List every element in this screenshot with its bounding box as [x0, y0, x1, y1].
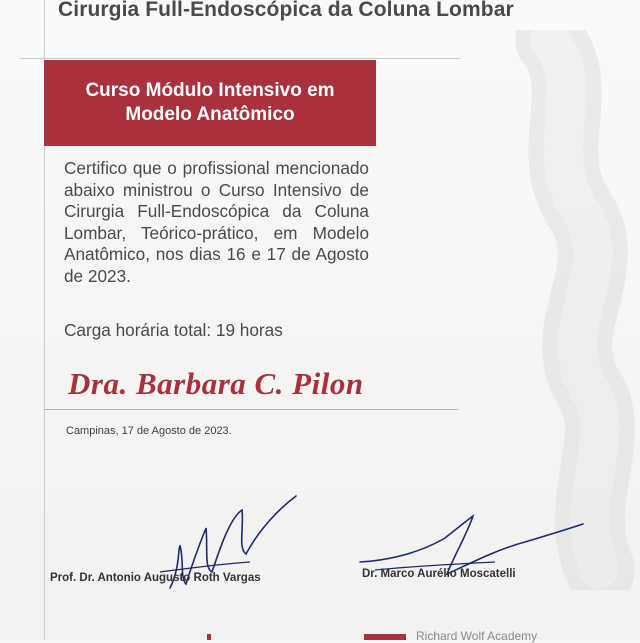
signatory-name-2: Dr. Marco Aurélio Moscatelli — [362, 568, 516, 580]
footer-brand: Richard Wolf Academy — [416, 629, 538, 643]
footer-logo-block — [364, 634, 406, 640]
certification-text — [64, 158, 369, 288]
place-and-date: Campinas, 17 de Agosto de 2023. — [66, 425, 232, 437]
workload-hours: Carga horária total: 19 horas — [64, 320, 283, 340]
certification-paragraph: Certifico que o profissional mencionado abaixo ministrou o Curso Intensivo de Cirurgia Full-Endoscópica da Coluna Lombar, Teórico-prático, em Modelo Anatômico, nos dias 16 e 17 de Agosto de 2023. — [64, 158, 369, 286]
recipient-name: Dra. Barbara C. Pilon — [68, 366, 364, 401]
recipient-divider — [44, 409, 458, 410]
banner-line-1: Curso Módulo Intensivo em — [85, 80, 335, 101]
module-banner — [44, 60, 376, 146]
spine-watermark — [420, 30, 640, 590]
signatory-name-1: Prof. Dr. Antonio Augusto Roth Vargas — [50, 572, 261, 584]
banner-line-2: Modelo Anatômico — [125, 104, 295, 125]
title-divider — [20, 58, 460, 59]
course-title: Cirurgia Full-Endoscópica da Coluna Lombar — [58, 0, 514, 21]
footer-accent-mark — [207, 634, 211, 640]
